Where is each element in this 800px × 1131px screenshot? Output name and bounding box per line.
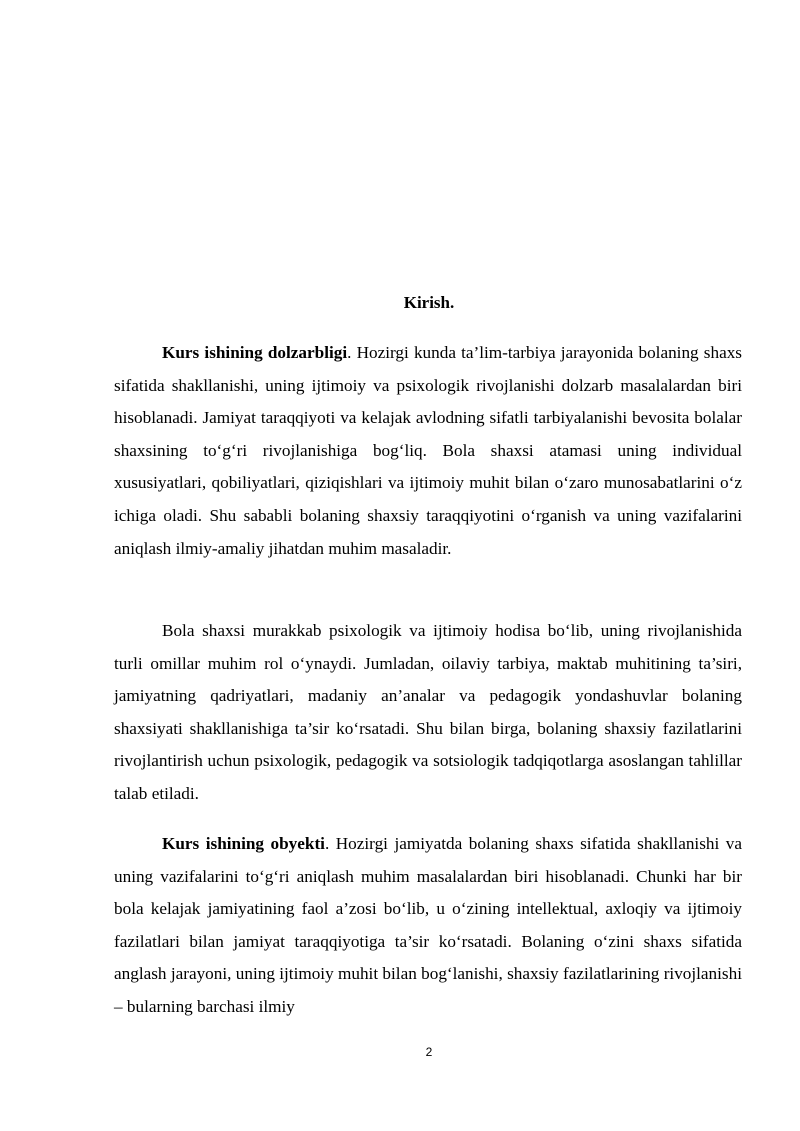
paragraph-text-object: . Hozirgi jamiyatda bolaning shaxs sifatida shakllanishi va uning vazifalarini to‘g‘ri aniqlash muhim masalalardan biri hisoblanadi. Chunki har bir bola kelajak jamiyatining faol a’zosi bo‘lib, u o‘zining intellektual, axloqiy va ijtimoiy fazilatlari bilan jamiyat taraqqiyotiga ta’sir ko‘rsatadi. Bolaning o‘zini shaxs sifatida anglash jarayoni, uning ijtimoiy muhit bilan bog‘lanishi, shaxsiy fazilatlarining rivojlanishi – bularning barchasi ilmiy bbox=[114, 834, 742, 1016]
paragraph-object bbox=[114, 828, 742, 1024]
paragraph-body bbox=[114, 615, 742, 811]
paragraph-relevance bbox=[114, 337, 742, 565]
paragraph-lead-object: Kurs ishining obyekti bbox=[162, 834, 325, 853]
page-number: 2 bbox=[425, 1045, 433, 1059]
paragraph-text-body: Bola shaxsi murakkab psixologik va ijtimoiy hodisa bo‘lib, uning rivojlanishida turli omillar muhim rol o‘ynaydi. Jumladan, oilaviy tarbiya, maktab muhitining ta’siri, jamiyatning qadriyatlari, madaniy an’analar va pedagogik yondashuvlar bolaning shaxsiyati shakllanishiga ta’sir ko‘rsatadi. Shu bilan birga, bolaning shaxsiy fazilatlarini rivojlantirish uchun psixologik, pedagogik va sotsiologik tadqiqotlarga asoslangan tahlillar talab etiladi. bbox=[114, 621, 742, 803]
paragraph-text-relevance: . Hozirgi kunda ta’lim-tarbiya jarayonida bolaning shaxs sifatida shakllanishi, uning ijtimoiy va psixologik rivojlanishi dolzarb masalalardan biri hisoblanadi. Jamiyat taraqqiyoti va kelajak avlodning sifatli tarbiyalanishi bevosita bolalar shaxsining to‘g‘ri rivojlanishiga bog‘liq. Bola shaxsi atamasi uning individual xususiyatlari, qobiliyatlari, qiziqishlari va ijtimoiy muhit bilan o‘zaro munosabatlarini o‘z ichiga oladi. Shu sababli bolaning shaxsiy taraqqiyotini o‘rganish va uning vazifalarini aniqlash ilmiy-amaliy jihatdan muhim masaladir. bbox=[114, 343, 742, 558]
paragraph-lead-relevance: Kurs ishining dolzarbligi bbox=[162, 343, 348, 362]
section-heading: Kirish. bbox=[403, 293, 455, 312]
